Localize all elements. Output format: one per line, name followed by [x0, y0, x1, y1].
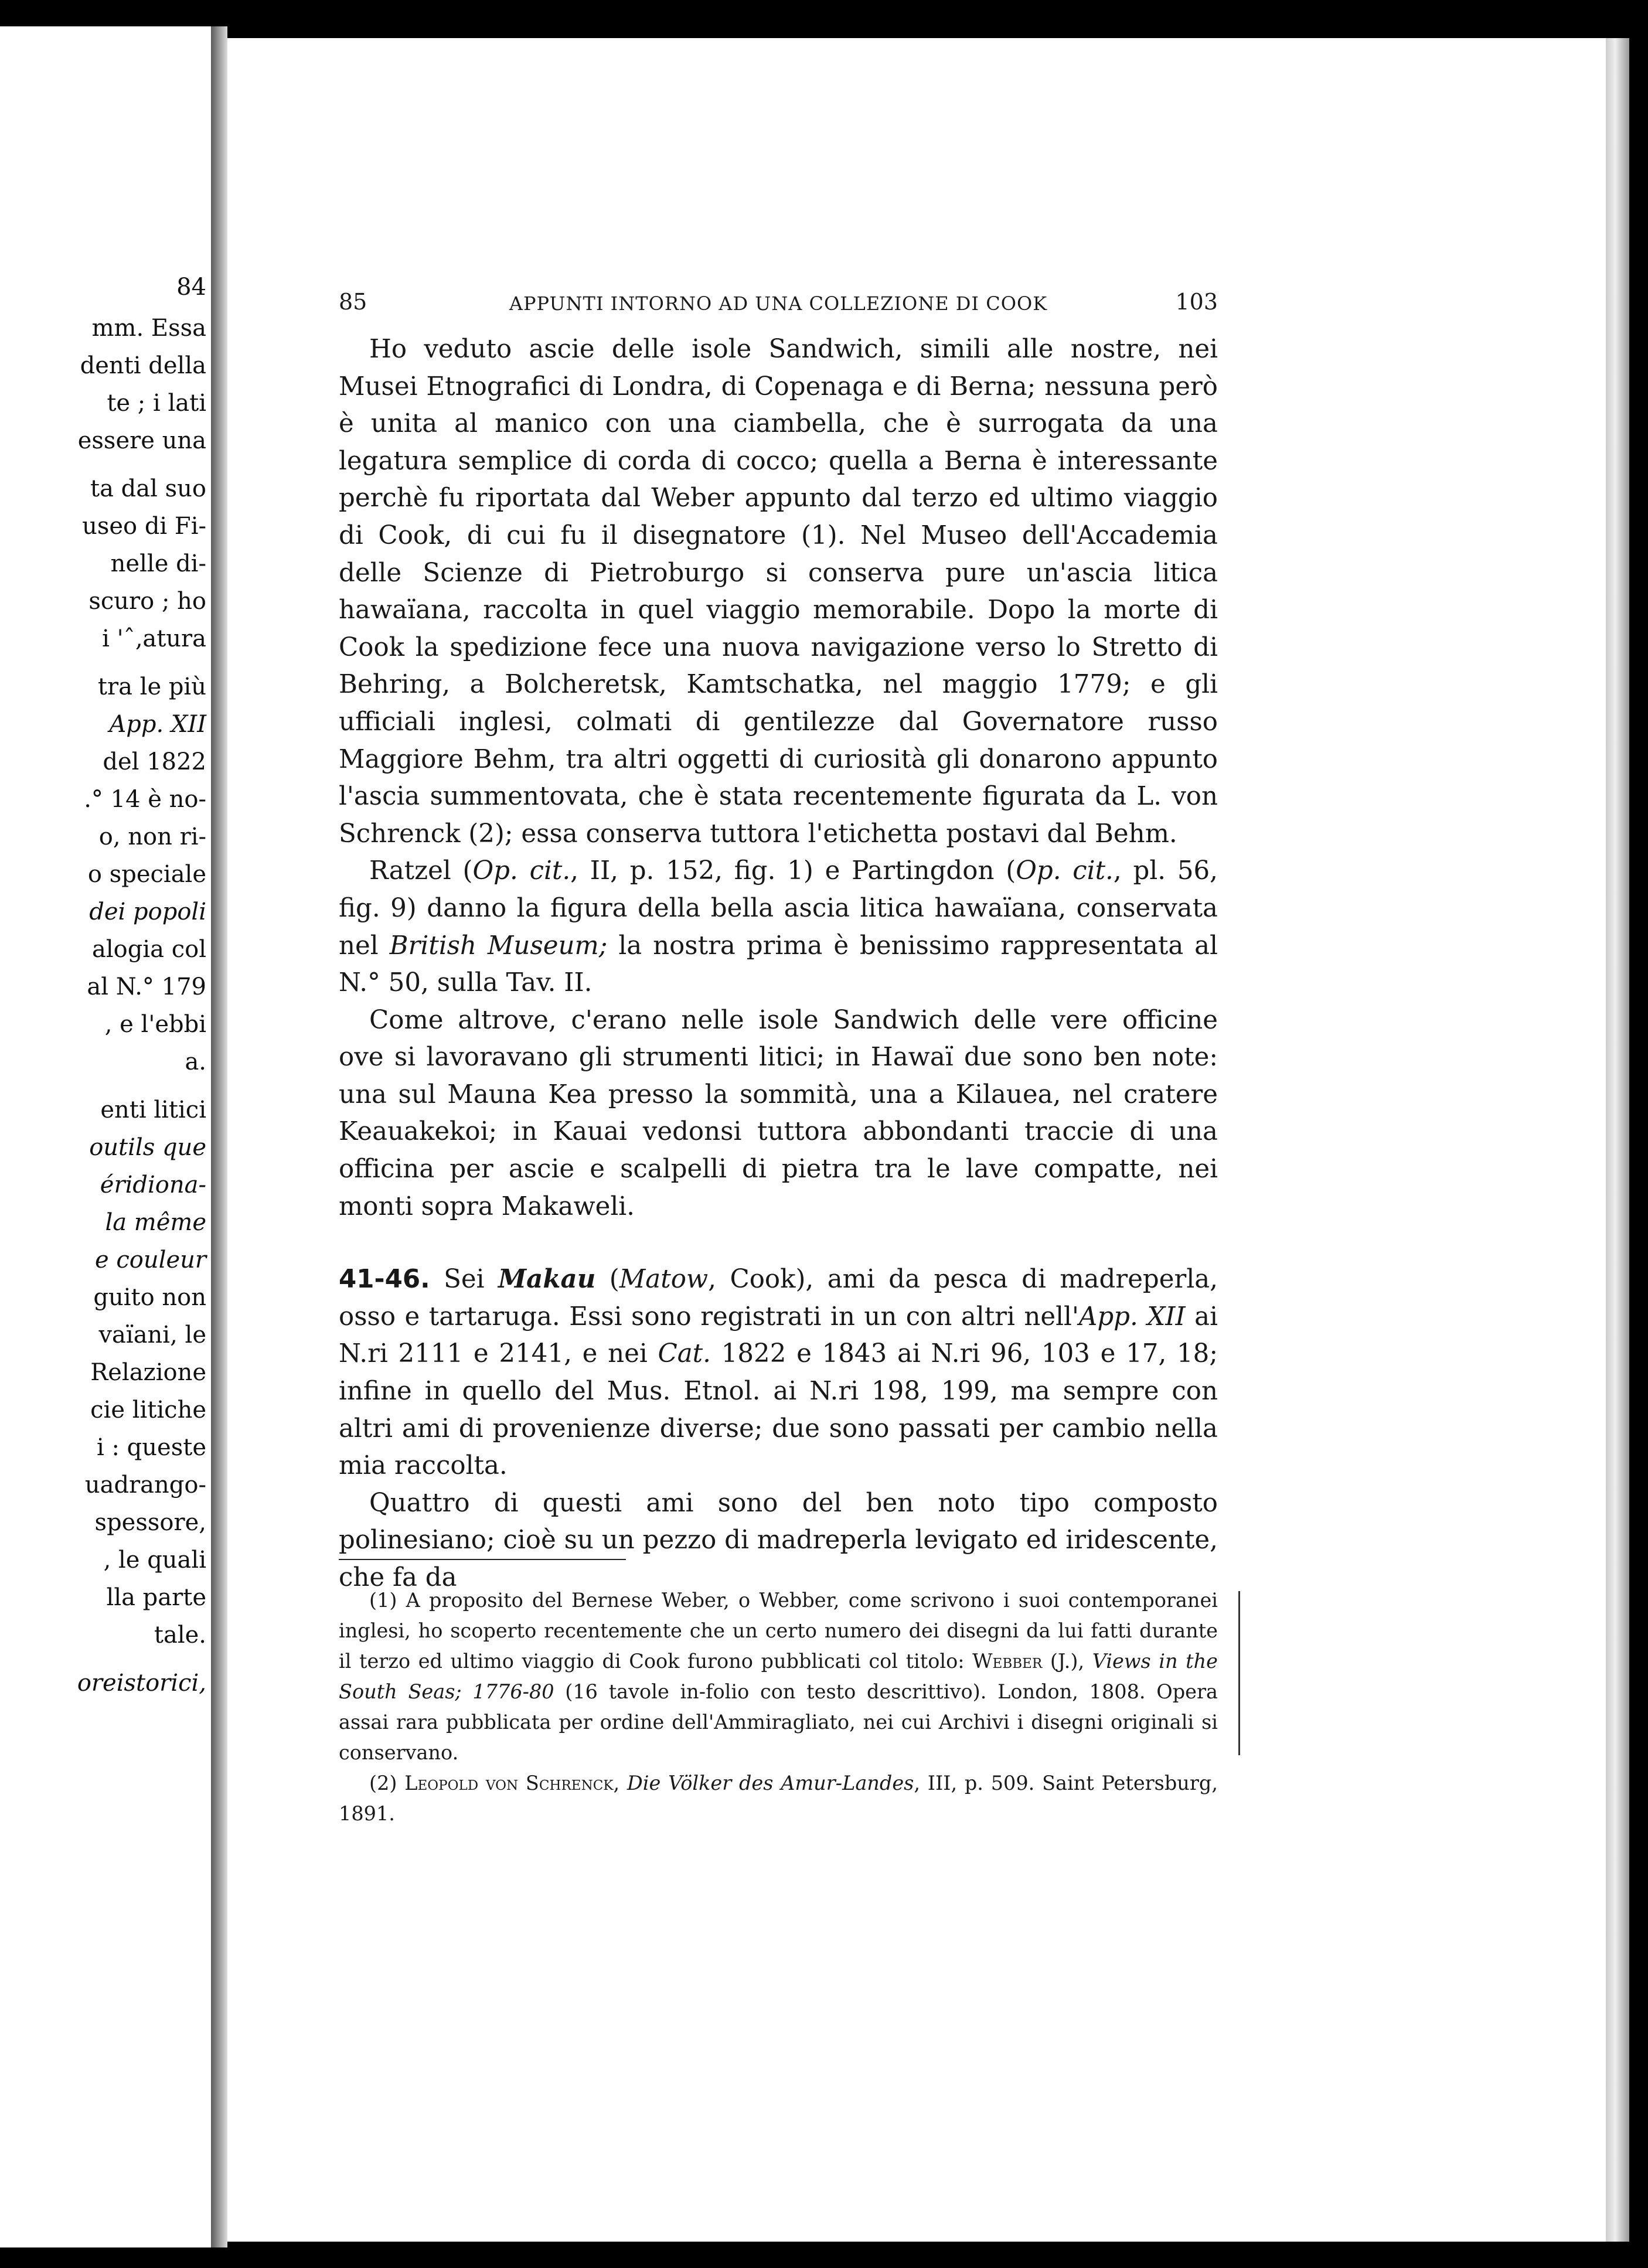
- left-page-line: enti litici: [100, 1096, 206, 1123]
- left-page-line: denti della: [80, 352, 206, 379]
- left-page-line: App. XII: [109, 711, 206, 738]
- paragraph-4: 41-46. Sei Makau (Matow, Cook), ami da pesca di madreperla, osso e tartaruga. Essi sono registrati in un con altri nell'App. XII ai N.ri 2111 e 2141, e nei Cat. 1822 e 1843 ai N.ri 96, 103 e 17, 18; infine in quello del Mus. Etnol. ai N.ri 198, 199, ma sempre con altri ami di provenienze diverse; due sono passati per cambio nella mia raccolta.: [339, 1264, 1218, 1481]
- scan-border: [1629, 38, 1648, 2242]
- left-page-line: , le quali: [103, 1547, 206, 1574]
- left-page-line: scuro ; ho: [88, 588, 206, 615]
- left-page-line: uadrango-: [84, 1472, 206, 1499]
- footnote-2: (2) Leopold von Schrenck, Die Völker des Amur-Landes, III, p. 509. Saint Petersburg, 1891.: [339, 1772, 1218, 1825]
- running-head: [339, 289, 1218, 318]
- page-number-right: 103: [1175, 289, 1218, 315]
- paragraph-2: Ratzel (Op. cit., II, p. 152, fig. 1) e Partingdon (Op. cit., pl. 56, fig. 9) danno la figura della bella ascia litica hawaïana, conservata nel British Museum; la nostra prima è benissimo rappresentata al N.° 50, sulla Tav. II.: [339, 856, 1218, 998]
- left-page-line: o speciale: [87, 861, 206, 888]
- left-page-line: oreistorici,: [77, 1670, 206, 1697]
- left-page-line: lla parte: [106, 1584, 206, 1611]
- left-facing-page: [0, 26, 211, 2247]
- page-gutter-shadow: [211, 26, 227, 2247]
- left-page-line: o, non ri-: [98, 823, 206, 850]
- footnote-1: (1) A proposito del Bernese Weber, o Webber, come scrivono i suoi contemporanei inglesi, ho scoperto recentemente che un certo numero dei disegni da lui fatti durante il terzo ed ultimo viaggio di Cook furono pubblicati col titolo: Webber (J.), Views in the South Seas; 1776-80 (16 tavole in-folio con testo descrittivo). London, 1808. Opera assai rara pubblicata per ordine dell'Ammiragliato, nei cui Archivi i disegni originali si conservano.: [339, 1589, 1218, 1764]
- main-page: [227, 38, 1606, 2242]
- left-page-line: cie litiche: [90, 1397, 206, 1424]
- left-page-line: te ; i lati: [107, 390, 206, 417]
- left-page-line: del 1822: [103, 748, 206, 775]
- left-page-line: , e l'ebbi: [104, 1011, 206, 1038]
- left-page-line: .° 14 è no-: [84, 786, 206, 813]
- entry-term: Makau: [498, 1264, 596, 1295]
- left-page-number: 84: [176, 274, 206, 301]
- left-page-line: useo di Fi-: [82, 513, 206, 540]
- left-page-line: nelle di-: [110, 550, 206, 577]
- left-page-line: i 'ˆ‚atura: [102, 625, 206, 652]
- left-page-line: guito non: [93, 1284, 206, 1311]
- left-page-line: tra le più: [97, 673, 206, 700]
- left-page-line: e couleur: [95, 1247, 206, 1273]
- left-page-line: a.: [185, 1048, 206, 1075]
- footnote-rule: [339, 1559, 626, 1560]
- left-page-line: spessore,: [94, 1509, 206, 1536]
- left-page-line: la même: [105, 1209, 206, 1236]
- page-edge-shadow: [1606, 38, 1629, 2242]
- left-page-line: ta dal suo: [90, 475, 206, 502]
- paragraph-5: Quattro di questi ami sono del ben noto tipo composto polinesiano; cioè su un pezzo di madreperla levigato ed iridescente, che fa da: [339, 1488, 1218, 1592]
- left-page-line: éridiona-: [100, 1172, 206, 1198]
- left-page-line: i : queste: [96, 1434, 206, 1461]
- page-number-left: 85: [339, 289, 367, 315]
- left-page-line: mm. Essa: [91, 315, 206, 342]
- paragraph-1: Ho veduto ascie delle isole Sandwich, simili alle nostre, nei Musei Etnografici di Londra, di Copenaga e di Berna; nessuna però è unita al manico con una ciambella, che è surrogata da una legatura semplice di corda di cocco; quella a Berna è interessante perchè fu riportata dal Weber appunto dal terzo ed ultimo viaggio di Cook, di cui fu il disegnatore (1). Nel Museo dell'Accademia delle Scienze di Pietroburgo si conserva pure un'ascia litica hawaïana, raccolta in quel viaggio memorabile. Dopo la morte di Cook la spedizione fece una nuova navigazione verso lo Stretto di Behring, a Bolcheretsk, Kamtschatka, nel maggio 1779; e gli ufficiali inglesi, colmati di gentilezze dal Governatore russo Maggiore Behm, tra altri oggetti di curiosità gli donarono appunto l'ascia summentovata, che è stata recentemente figurata da L. von Schrenck (2); essa conserva tuttora l'etichetta postavi dal Behm.: [339, 335, 1218, 849]
- margin-mark: [1238, 1591, 1240, 1755]
- footnotes: [339, 1585, 1218, 1829]
- left-page-line: essere una: [77, 427, 206, 454]
- entry-number: 41-46.: [339, 1265, 430, 1295]
- left-page-line: dei popoli: [89, 898, 206, 925]
- left-page-line: alogia col: [92, 936, 206, 963]
- running-title: APPUNTI INTORNO AD UNA COLLEZIONE DI COOK: [509, 292, 1048, 315]
- paragraph-3: Come altrove, c'erano nelle isole Sandwich delle vere officine ove si lavoravano gli strumenti litici; in Hawaï due sono ben note: una sul Mauna Kea presso la sommità, una a Kilauea, nel cratere Keauakekoi; in Kauai vedonsi tuttora abbondanti traccie di una officina per ascie e scalpelli di pietra tra le lave compatte, nei monti sopra Makaweli.: [339, 1005, 1218, 1221]
- left-page-line: outils que: [89, 1134, 206, 1161]
- left-page-line: vaïani, le: [98, 1322, 206, 1348]
- left-page-line: tale.: [154, 1622, 206, 1649]
- left-page-line: al N.° 179: [87, 973, 206, 1000]
- left-page-line: Relazione: [90, 1359, 206, 1386]
- body-text: [339, 331, 1218, 1597]
